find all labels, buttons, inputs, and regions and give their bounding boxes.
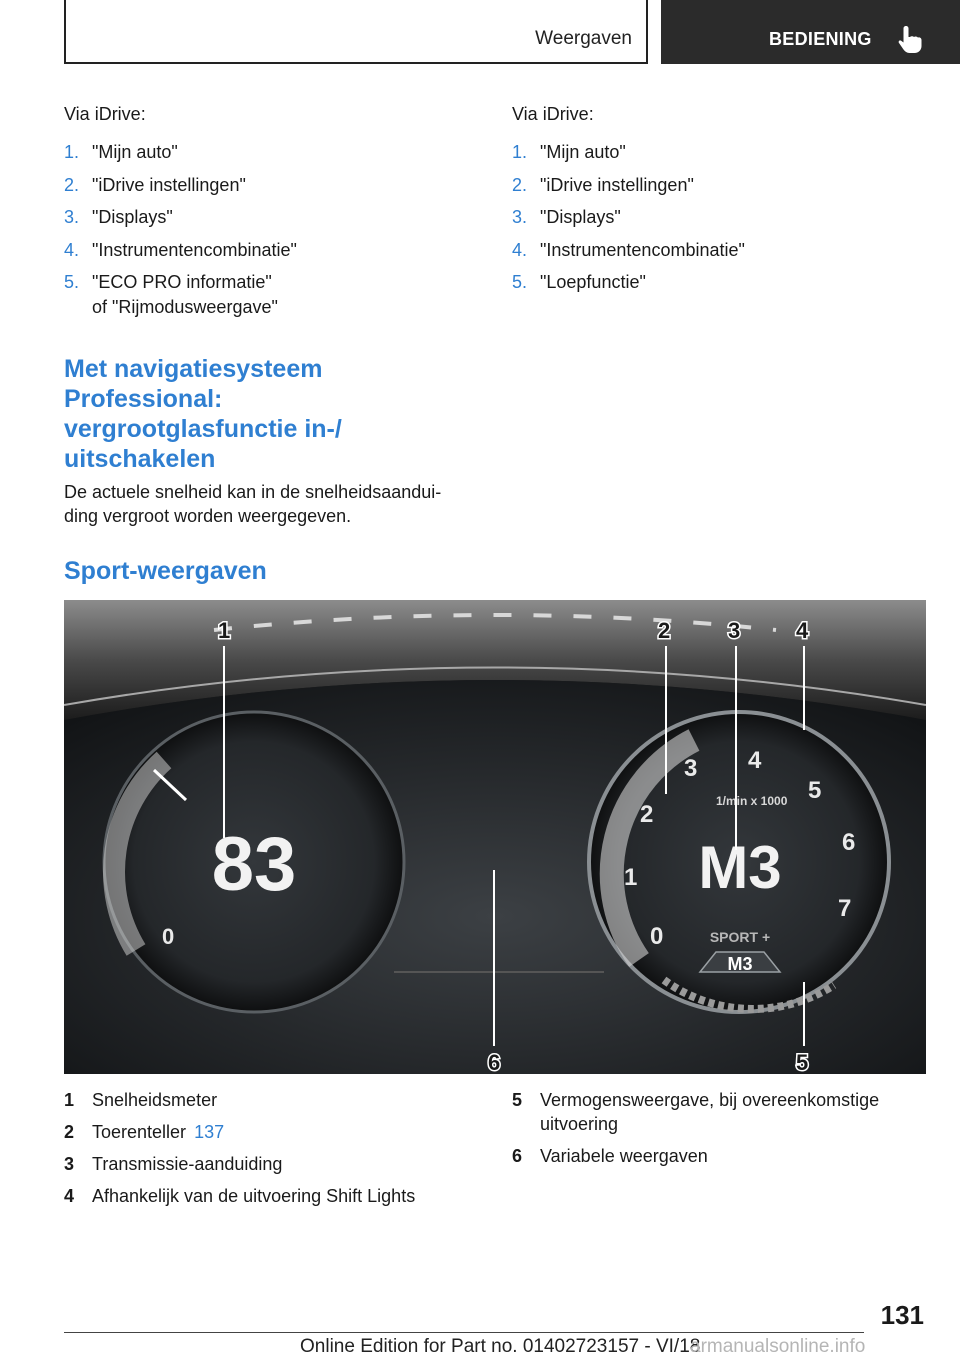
list-item [512,174,922,196]
rpm-tick-5: 5 [808,777,822,804]
legend-text: Transmissie-aanduiding [92,1154,283,1174]
step-number: 4. [512,239,528,260]
header-chapter-box [661,0,960,64]
rpm-tick-2: 2 [640,801,654,828]
step-text: "Instrumentencombinatie" [540,239,745,260]
left-intro: Via iDrive: [64,104,146,124]
step-number: 1. [512,142,528,162]
legend-text: Variabele weergaven [540,1146,708,1166]
step-text: "iDrive instellingen" [540,174,694,195]
rpm-tick-6: 6 [842,829,856,856]
legend-number: 2 [64,1122,75,1142]
rpm-tick-4: 4 [748,747,762,774]
step-number: 3. [512,207,528,227]
header-section-box [64,0,648,64]
rpm-tick-0: 0 [650,923,664,950]
list-item [64,174,474,196]
step-number: 2. [64,174,80,195]
step-text: "Displays" [92,207,173,227]
cluster-svg [64,600,926,1074]
list-item [512,271,922,293]
legend-number: 4 [64,1186,75,1206]
heading-line: uitschakelen [64,445,216,473]
heading-line: Professional: [64,385,223,413]
page-number: 131 [880,1300,924,1330]
header-chapter-title: BEDIENING [769,29,872,49]
legend-text: Afhankelijk van de uitvoering Shift Lights [92,1186,416,1206]
list-item [64,1120,484,1144]
right-column [512,104,922,304]
legend-number: 3 [64,1154,75,1174]
rpm-tick-1: 1 [624,864,638,891]
speedometer [104,712,404,1012]
left-steps-list [64,141,474,293]
legend-number: 6 [512,1146,523,1166]
instrument-cluster-figure [64,600,926,1074]
right-steps-list [512,141,922,293]
figure-legend-right [512,1088,932,1176]
step-text: "ECO PRO informatie" [92,272,272,292]
callout-4: 4 [796,618,809,643]
step-number: 5. [512,272,528,292]
drive-mode-label: SPORT + [709,929,771,945]
list-item [512,206,922,228]
step-text: "Displays" [540,207,621,227]
legend-text: Snelheidsmeter [92,1090,218,1110]
body-line: ding vergroot worden weergegeven. [64,506,352,526]
list-item [64,141,474,163]
drive-mode-gear: M3 [727,954,753,974]
speed-readout: 83 [211,822,297,907]
list-item [512,239,922,261]
rpm-tick-7: 7 [838,895,852,922]
footer-edition: Online Edition for Part no. 01402723157 - VI/18 [300,1336,701,1357]
callout-2: 2 [658,618,671,643]
callout-3: 3 [728,618,741,643]
step-text: "Instrumentencombinatie" [92,239,297,260]
body-line: De actuele snelheid kan in de snelheidsaandui- [64,482,442,502]
step-number: 5. [64,272,80,292]
left-column [64,104,474,318]
list-item [64,1088,484,1112]
pointing-hand-icon [897,24,923,54]
header-section-title: Weergaven [535,28,632,49]
step-text: "iDrive instellingen" [92,174,246,195]
list-item [64,271,474,293]
magnifier-description [64,480,474,528]
step-number: 3. [64,207,80,227]
right-intro: Via iDrive: [512,104,594,124]
list-item [512,141,922,163]
legend-text: uitvoering [540,1114,619,1134]
sport-views-heading: Sport-weergaven [64,557,267,585]
list-item [512,1144,932,1168]
callout-5: 5 [796,1050,809,1074]
gear-indicator: M3 [698,834,782,901]
callout-6: 6 [488,1050,501,1074]
footer-watermark: armanualsonline.info [690,1336,866,1357]
speed-zero-label: 0 [162,924,175,949]
legend-text: Vermogensweergave, bij overeenkomstige [540,1090,880,1110]
step-number: 4. [64,239,80,260]
step-text: "Mijn auto" [540,142,626,162]
heading-line: vergrootglasfunctie in-/ [64,415,342,443]
figure-legend-left [64,1088,484,1216]
rpm-tick-3: 3 [684,755,698,782]
legend-text: Toerenteller [92,1122,187,1142]
legend-number: 1 [64,1090,75,1110]
step-5-alternative: of "Rijmodusweergave" [92,297,278,317]
magnifier-heading [64,354,342,474]
list-item [64,1152,484,1176]
list-item [64,1184,484,1208]
callout-1: 1 [218,618,231,643]
rpm-unit-label: 1/min x 1000 [716,794,788,808]
footer-divider [64,1332,864,1333]
page-reference-link[interactable]: 137 [194,1122,225,1142]
step-text: "Mijn auto" [92,142,178,162]
tachometer [589,712,889,1012]
heading-line: Met navigatiesysteem [64,355,323,383]
legend-number: 5 [512,1090,523,1110]
step-number: 1. [64,142,80,162]
list-item [64,206,474,228]
list-item [64,239,474,261]
list-item [512,1088,932,1136]
step-text: "Loepfunctie" [540,272,646,292]
step-number: 2. [512,174,528,195]
